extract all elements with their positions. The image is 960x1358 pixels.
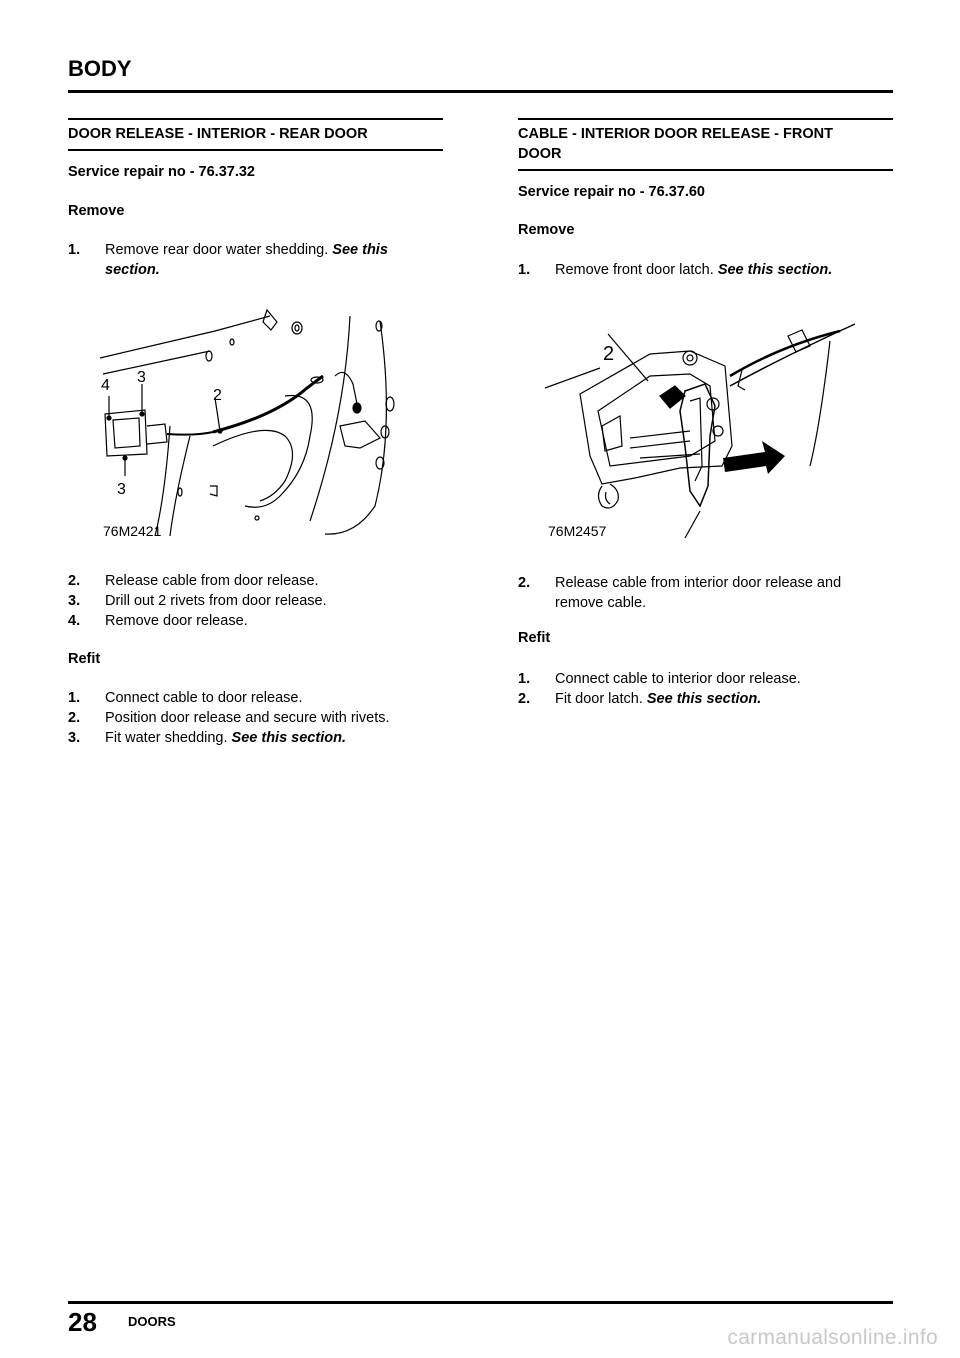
left-refit-step-1 [68,688,443,708]
step-number: 1. [68,242,81,258]
figure-code: 76M2457 [548,523,607,539]
cross-reference-link[interactable]: See this section. [231,730,346,746]
left-title-rule-bottom [68,149,443,151]
right-service-number: Service repair no - 76.37.60 [518,184,705,200]
step-text: Remove rear door water shedding. See this section. [105,242,388,278]
callout-3-top: 3 [137,369,146,386]
left-step-3 [68,591,443,611]
step-number: 3. [68,730,81,746]
step-text: Connect cable to interior door release. [555,671,801,687]
step-number: 4. [68,613,81,629]
cross-reference-link[interactable]: See this section. [717,262,833,278]
left-step-2 [68,571,443,591]
step-text: Remove front door latch. See this section. [555,262,833,278]
step-number: 2. [68,710,81,726]
figure-code: 76M2421 [103,523,162,539]
step-number: 1. [518,671,531,687]
step-number: 3. [68,593,81,609]
watermark-text: carmanualsonline.info [727,1326,938,1349]
step-text: Position door release and secure with rivets. [105,710,390,726]
callout-3-bottom: 3 [117,481,126,498]
step-text: Fit water shedding. See this section. [105,730,346,746]
left-step-4 [68,611,443,631]
release-cable [730,331,840,376]
right-title-rule-bottom [518,169,893,171]
step-text: Fit door latch. See this section. [555,691,762,707]
right-step-2 [518,573,893,613]
right-title-rule-top [518,118,893,120]
latch-bracket [340,421,380,448]
left-remove-label: Remove [68,203,125,219]
latch-tab [599,484,619,508]
door-edge-line [100,316,270,358]
rear-door-release-illustration [95,296,415,544]
front-door-latch-illustration [540,316,870,548]
step-text: Remove door release. [105,613,248,629]
interior-release-lever [680,384,715,506]
right-refit-step-1 [518,669,893,689]
footer-rule [68,1301,893,1304]
callout-2: 2 [213,387,222,404]
step-text: Drill out 2 rivets from door release. [105,593,327,609]
left-title-rule-top [68,118,443,120]
cross-reference-link[interactable]: See this section. [646,691,762,707]
door-frame-line [310,316,350,521]
step-number: 2. [518,575,531,591]
step-number: 1. [518,262,531,278]
right-section-title: CABLE - INTERIOR DOOR RELEASE - FRONT DOOR [518,126,833,162]
left-refit-step-3 [68,728,443,748]
right-refit-step-2 [518,689,893,709]
right-refit-label: Refit [518,630,551,646]
step-text: Release cable from door release. [105,573,319,589]
release-cable [213,376,323,432]
step-number: 1. [68,690,81,706]
step-number: 2. [518,691,531,707]
step-number: 2. [68,573,81,589]
callout-2: 2 [603,343,615,365]
left-refit-step-2 [68,708,443,728]
left-refit-label: Refit [68,651,101,667]
left-remove-step-1 [68,240,443,284]
right-remove-label: Remove [518,222,575,238]
page-number: 28 [68,1307,97,1337]
cross-reference-link[interactable]: See this section. [105,242,388,278]
left-section-title: DOOR RELEASE - INTERIOR - REAR DOOR [68,126,368,142]
page-header-title: BODY [68,56,132,81]
right-remove-step-1 [518,260,893,280]
callout-4: 4 [101,377,110,394]
left-service-number: Service repair no - 76.37.32 [68,164,255,180]
footer-section-name: DOORS [128,1314,176,1329]
step-text: Release cable from interior door release and remove cable. [555,575,842,611]
header-rule [68,90,893,93]
step-text: Connect cable to door release. [105,690,303,706]
